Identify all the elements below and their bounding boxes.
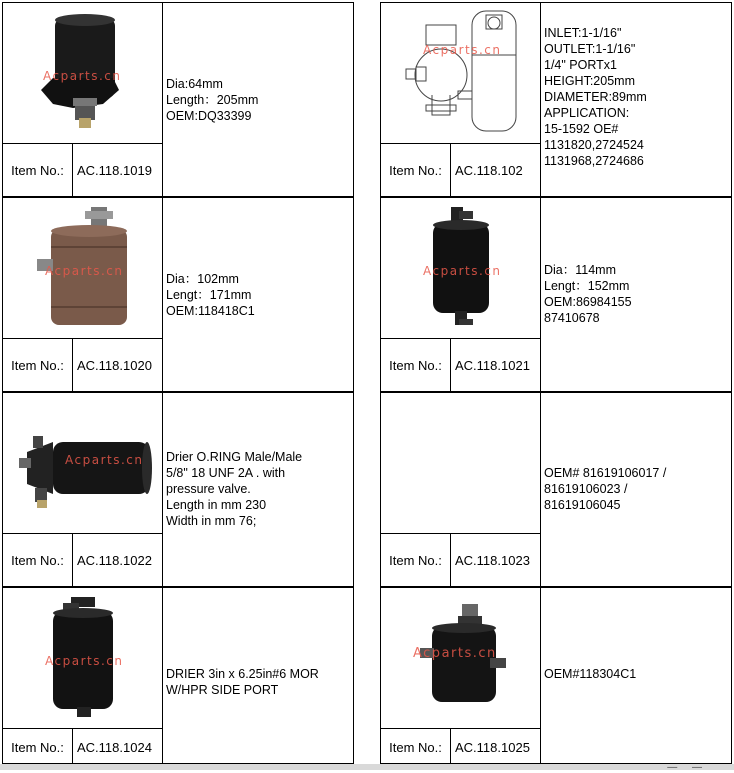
item-number-row [381, 338, 541, 392]
item-label: Item No.: [3, 144, 73, 197]
item-number-row [381, 533, 541, 587]
item-label: Item No.: [381, 534, 451, 587]
product-image [381, 198, 541, 338]
item-number-row [381, 143, 541, 197]
product-image [381, 393, 541, 533]
black-drier-with-ports-icon [406, 598, 516, 718]
product-image [3, 393, 163, 533]
item-number: AC.118.1022 [77, 553, 152, 568]
product-description: Dia：114mm Lengt：152mm OEM:86984155 87410678 [544, 263, 632, 325]
product-description: Dia:64mm Length：205mm OEM:DQ33399 [166, 76, 259, 123]
item-label: Item No.: [3, 534, 73, 587]
item-number: AC.118.1025 [455, 739, 530, 755]
item-label: Item No.: [3, 729, 73, 765]
item-number: AC.118.1024 [77, 739, 152, 755]
product-description: DRIER 3in x 6.25in#6 MOR W/HPR SIDE PORT [166, 667, 319, 697]
footer-bar [0, 764, 734, 770]
product-image [3, 588, 163, 728]
product-image [381, 3, 541, 143]
item-number-row [3, 143, 163, 197]
watermark: Acparts.cn [45, 654, 124, 668]
horizontal-black-drier-icon [13, 408, 153, 518]
product-image [3, 198, 163, 338]
product-card [380, 197, 732, 392]
product-description: OEM#118304C1 [544, 667, 637, 681]
product-description: OEM# 81619106017 / 81619106023 / 81619106045 [544, 466, 667, 512]
item-number: AC.118.102 [455, 163, 523, 178]
product-description: INLET:1-1/16" OUTLET:1-1/16" 1/4" PORTx1 HEIGHT:205mm DIAMETER:89mm APPLICATION: 15-1592 OE# 1131820,2724524 1131968,2724686 [544, 26, 647, 168]
item-number-row [3, 338, 163, 392]
product-card [2, 2, 354, 197]
item-number-row [3, 533, 163, 587]
product-card [2, 197, 354, 392]
item-label: Item No.: [3, 339, 73, 392]
watermark: Acparts.cn [423, 43, 502, 57]
footer-text: — — [667, 762, 708, 773]
item-label: Item No.: [381, 729, 451, 765]
item-number: AC.118.1021 [455, 358, 530, 373]
item-number: AC.118.1023 [455, 553, 530, 568]
item-label: Item No.: [381, 339, 451, 392]
item-number-row [381, 728, 541, 765]
bronze-canister-drier-icon [23, 203, 143, 333]
item-number: AC.118.1019 [77, 163, 152, 178]
product-description: Drier O.RING Male/Male 5/8" 18 UNF 2A . with pressure valve. Length in mm 230 Width in mm 76; [166, 450, 303, 528]
product-card [380, 2, 732, 197]
product-card [380, 587, 732, 764]
product-card [2, 392, 354, 587]
product-image [381, 588, 541, 728]
watermark: Acparts.cn [43, 69, 122, 83]
watermark: Acparts.cn [423, 264, 502, 278]
drier-line-drawing-icon [386, 5, 536, 141]
watermark: Acparts.cn [65, 453, 144, 467]
product-card [2, 587, 354, 764]
product-card [380, 392, 732, 587]
product-description: Dia：102mm Lengt：171mm OEM:118418C1 [166, 271, 255, 318]
item-number: AC.118.1020 [77, 358, 152, 373]
tall-black-drier-icon [33, 593, 133, 723]
watermark: Acparts.cn [45, 264, 124, 278]
product-image [3, 3, 163, 143]
item-number-row [3, 728, 163, 765]
watermark: Acparts.cn [413, 646, 497, 661]
black-canister-drier-with-bracket-icon [23, 8, 143, 138]
black-cylinder-drier-icon [411, 203, 511, 333]
item-label: Item No.: [381, 144, 451, 197]
